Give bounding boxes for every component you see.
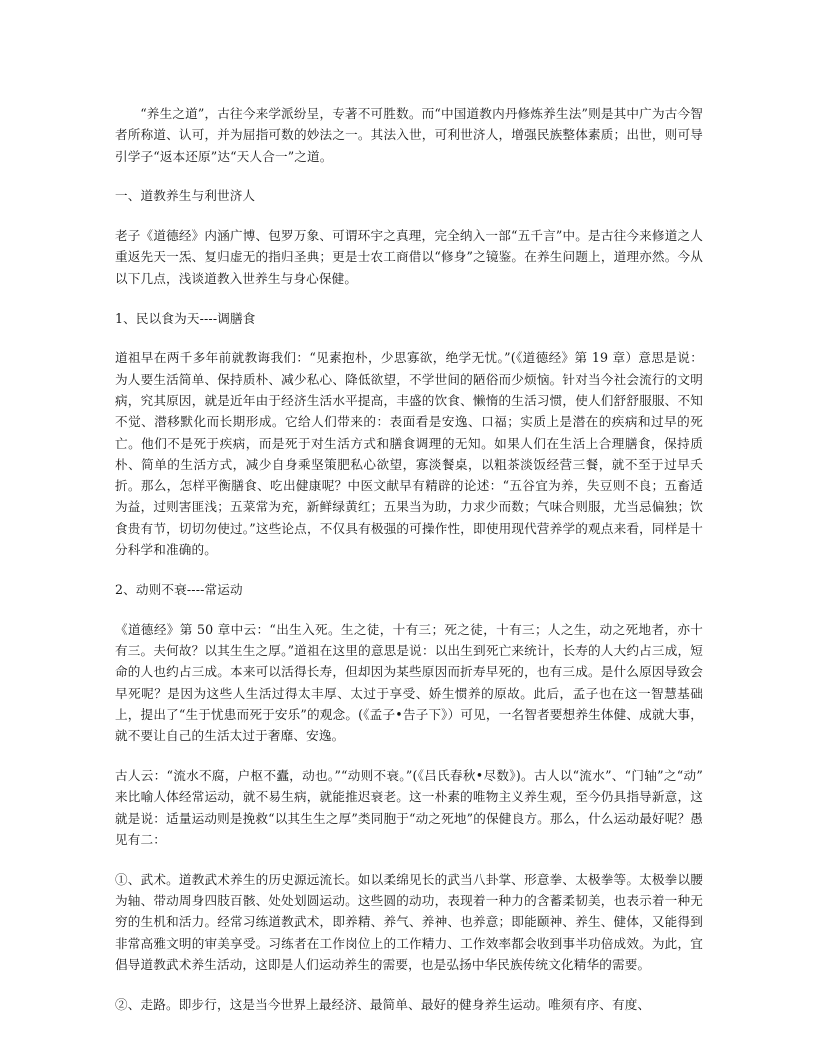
paragraph-subsection-2-body-2: 古人云：“流水不腐，户枢不蠹，动也。”“动则不衰。”(《吕氏春秋•尽数》)。古人以“流水”、“门轴”之“动”来比喻人体经常运动，就不易生病，就能推迟衰老。这一朴素的唯物主义养生观，至今仍具指导新意，这就是说：适量运动则是挽救“以其生生之厚”类同胞于“动之死地”的保健良方。那么，什么运动最好呢？愚见有二： — [115, 767, 703, 847]
heading-subsection-1: 1、民以食为天----调膳食 — [115, 310, 256, 326]
paragraph-subsection-1-body: 道祖早在两千多年前就教诲我们：“见素抱朴，少思寡欲，绝学无忧。”(《道德经》第 19 章）意思是说：为人要生活简单、保持质朴、减少私心、降低欲望，不学世间的陋俗而少烦恼。针对当今社会流行的文明病，究其原因，就是近年由于经济生活水平提高，丰盛的饮食、懒惰的生活习惯，使人们舒舒服服、不知不觉、潜移默化而长期形成。它给人们带来的：表面看是安逸、口福；实质上是潜在的疾病和过早的死亡。他们不是死于疾病，而是死于对生活方式和膳食调理的无知。如果人们在生活上合理膳食，保持质朴、简单的生活方式，减少自身乘坚策肥私心欲望，寡淡餐桌，以粗茶淡饭经营三餐，就不至于过早夭折。那么，怎样平衡膳食、吃出健康呢？中医文献早有精辟的论述：“五谷宜为养，失豆则不良；五畜适为益，过则害匪浅；五菜常为充，新鲜绿黄红；五果当为助，力求少而数；气味合则服，尤当忌偏独；饮食贵有节，切切勿使过。”这些论点，不仅具有极强的可操作性，即使用现代营养学的观点来看，同样是十分科学和准确的。 — [115, 350, 703, 558]
paragraph-subsection-2-body-1: 《道德经》第 50 章中云：“出生入死。生之徒，十有三；死之徒，十有三；人之生，动之死地者，亦十有三。夫何故？以其生生之厚。”道祖在这里的意思是说：以出生到死亡来统计，长寿的人大约占三成，短命的人也约占三成。本来可以活得长寿，但却因为某些原因而折寿早死的，也有三成。是什么原因导致会早死呢？是因为这些人生活过得太丰厚、太过于享受、娇生惯养的原故。此后，孟子也在这一智慧基础上，提出了“生于忧患而死于安乐”的观念。(《孟子•告子下》）可见，一名智者要想养生体健、成就大事，就不要让自己的生活太过于奢靡、安逸。 — [115, 621, 703, 744]
paragraph-section-1-body: 老子《道德经》内涵广博、包罗万象、可谓环宇之真理，完全纳入一部“五千言”中。是古往今来修道之人重返先天一炁、复归虚无的指归圣典；更是士农工商借以“修身”之镜鉴。在养生问题上，道理亦然。今从以下几点，浅谈道教入世养生与身心保健。 — [115, 228, 703, 286]
document-body — [115, 103, 703, 1015]
heading-subsection-2: 2、动则不衰----常运动 — [115, 581, 243, 597]
paragraph-list-item-2: ②、走路。即步行，这是当今世界上最经济、最简单、最好的健身养生运动。唯须有序、有度、 — [115, 996, 651, 1012]
paragraph-intro: “养生之道”，古往今来学派纷呈，专著不可胜数。而“中国道教内丹修炼养生法”则是其中广为古今智者所称道、认可，并为屈指可数的妙法之一。其法入世，可利世济人，增强民族整体素质；出世，则可导引学子“返本还原”达“天人合一”之道。 — [115, 106, 703, 164]
heading-section-1: 一、道教养生与利世济人 — [115, 188, 256, 204]
paragraph-list-item-1: ①、武术。道教武术养生的历史源远流长。如以柔绵见长的武当八卦掌、形意拳、太极拳等。太极拳以腰为轴、带动周身四肢百骸、处处划圆运动。这些圆的动功，表现着一种力的含蓄柔韧美，也表示着一种无穷的生机和活力。经常习练道教武术，即养精、养气、养神、也养意；即能颐神、养生、健体，又能得到非常高雅文明的审美享受。习练者在工作岗位上的工作精力、工作效率都会收到事半功倍成效。为此，宜倡导道教武术养生活动，这即是人们运动养生的需要，也是弘扬中华民族传统文化精华的需要。 — [115, 871, 703, 972]
